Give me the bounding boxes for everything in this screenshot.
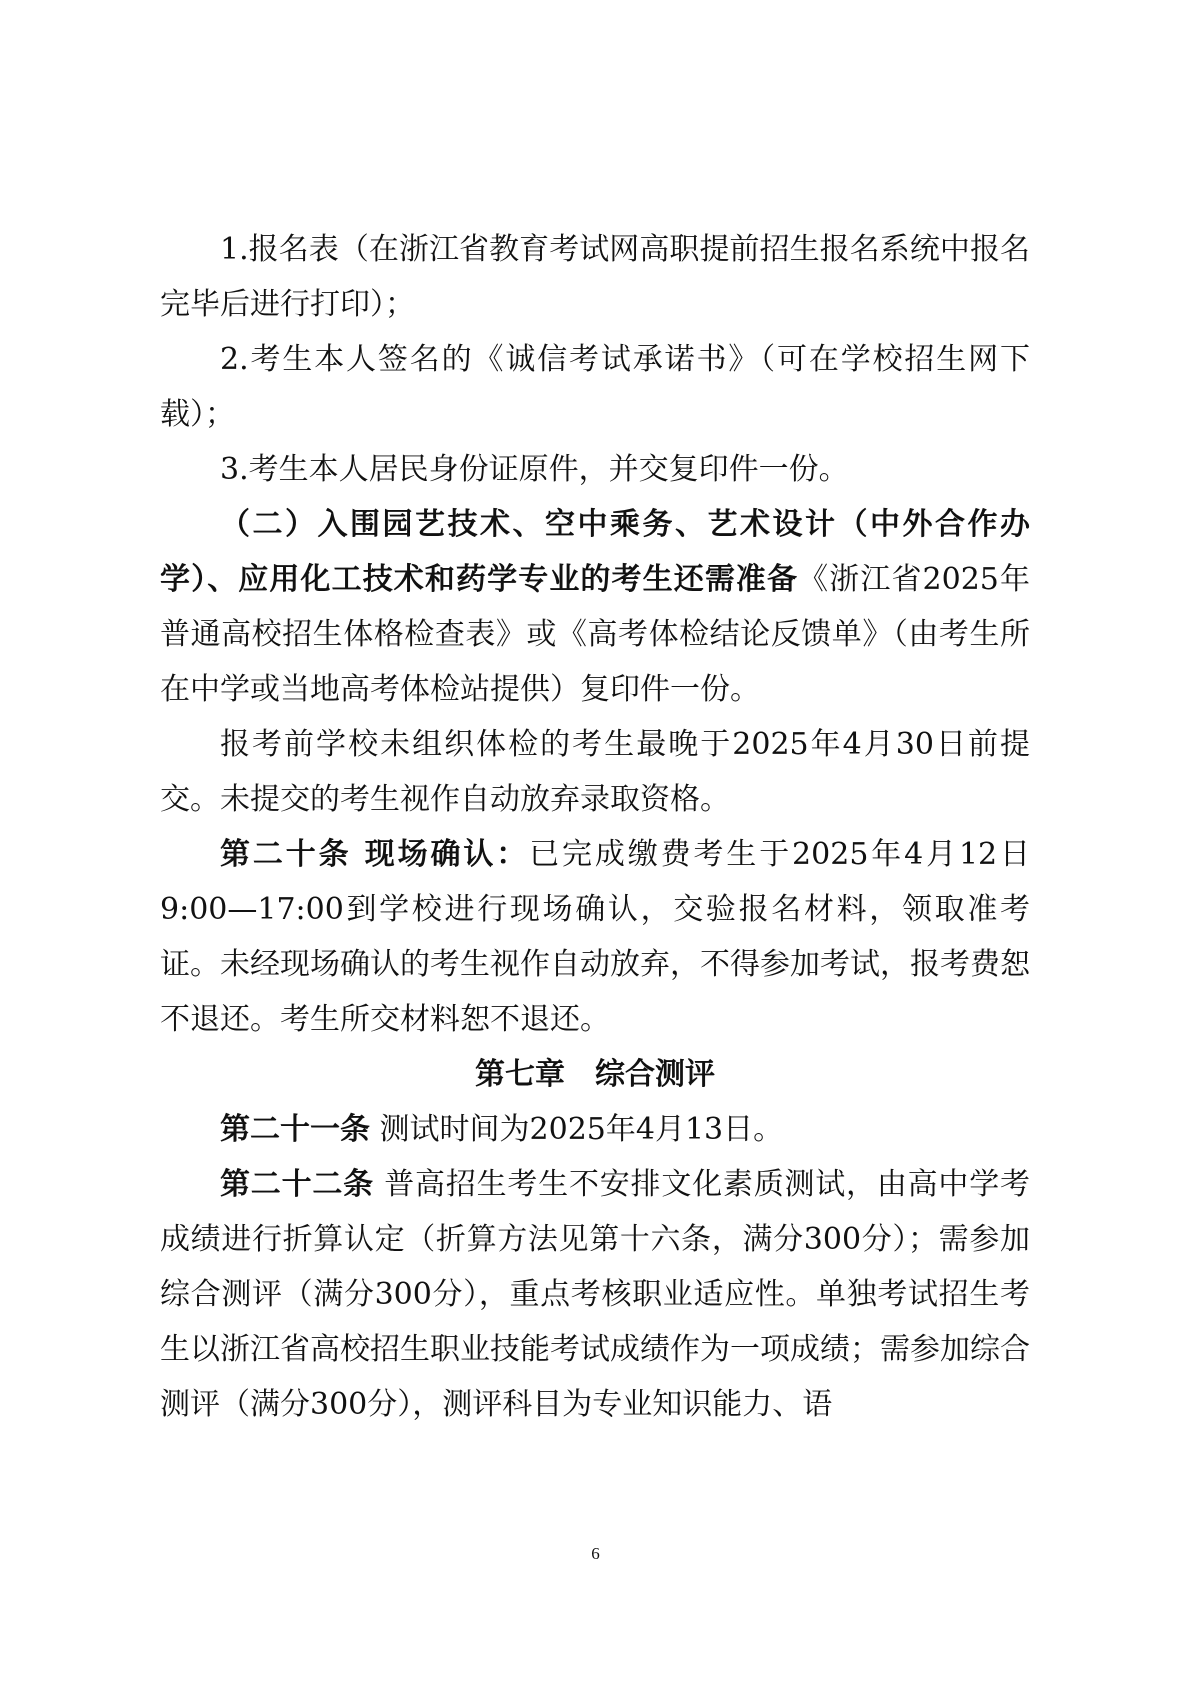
health-check-text: 《浙江省2025年普通高校招生体格检查表》或《高考体检结论反馈单》（由考生所在中学或当地高考体检站提供）复印件一份。 — [160, 562, 1030, 707]
paragraph-registration-form: 1.报名表（在浙江省教育考试网高职提前招生报名系统中报名完毕后进行打印）； — [160, 232, 1030, 322]
paragraph-health-check-deadline: 报考前学校未组织体检的考生最晚于2025年4月30日前提交。未提交的考生视作自动放弃录取资格。 — [160, 727, 1030, 817]
article-21-text: 测试时间为2025年4月13日。 — [370, 1112, 784, 1147]
article-20-text: 已完成缴费考生于2025年4月12日9:00—17:00到学校进行现场确认，交验报名材料，领取准考证。未经现场确认的考生视作自动放弃，不得参加考试，报考费恕不退还。考生所交材料恕不退还。 — [160, 837, 1031, 1037]
article-22-text: 普高招生考生不安排文化素质测试，由高中学考成绩进行折算认定（折算方法见第十六条，满分300分）；需参加综合测评（满分300分），重点考核职业适应性。单独考试招生考生以浙江省高校招生职业技能考试成绩作为一项成绩；需参加综合测评（满分300分），测评科目为专业知识能力、语 — [160, 1167, 1030, 1422]
paragraph-article-22 — [160, 1157, 1030, 1432]
paragraph-article-21 — [160, 1102, 1030, 1157]
chapter-number: 第七章 — [475, 1057, 565, 1092]
paragraph-integrity-pledge: 2.考生本人签名的《诚信考试承诺书》（可在学校招生网下载）； — [160, 342, 1030, 432]
health-check-heading: （二）入围园艺技术、空中乘务、艺术设计（中外合作办学）、应用化工技术和药学专业的考生还需准备 — [160, 507, 1030, 597]
paragraph-article-20 — [160, 827, 1030, 1047]
paragraph-health-check — [160, 497, 1030, 717]
chapter-title: 综合测评 — [595, 1057, 715, 1092]
page-number: 6 — [591, 1544, 600, 1563]
paragraph-id-card: 3.考生本人居民身份证原件，并交复印件一份。 — [220, 452, 849, 487]
article-22-heading: 第二十二条 — [220, 1167, 374, 1202]
document-body — [160, 222, 1030, 1432]
article-21-heading: 第二十一条 — [220, 1112, 370, 1147]
chapter-heading — [160, 1047, 1030, 1102]
article-20-heading: 第二十条 现场确认： — [220, 837, 530, 872]
